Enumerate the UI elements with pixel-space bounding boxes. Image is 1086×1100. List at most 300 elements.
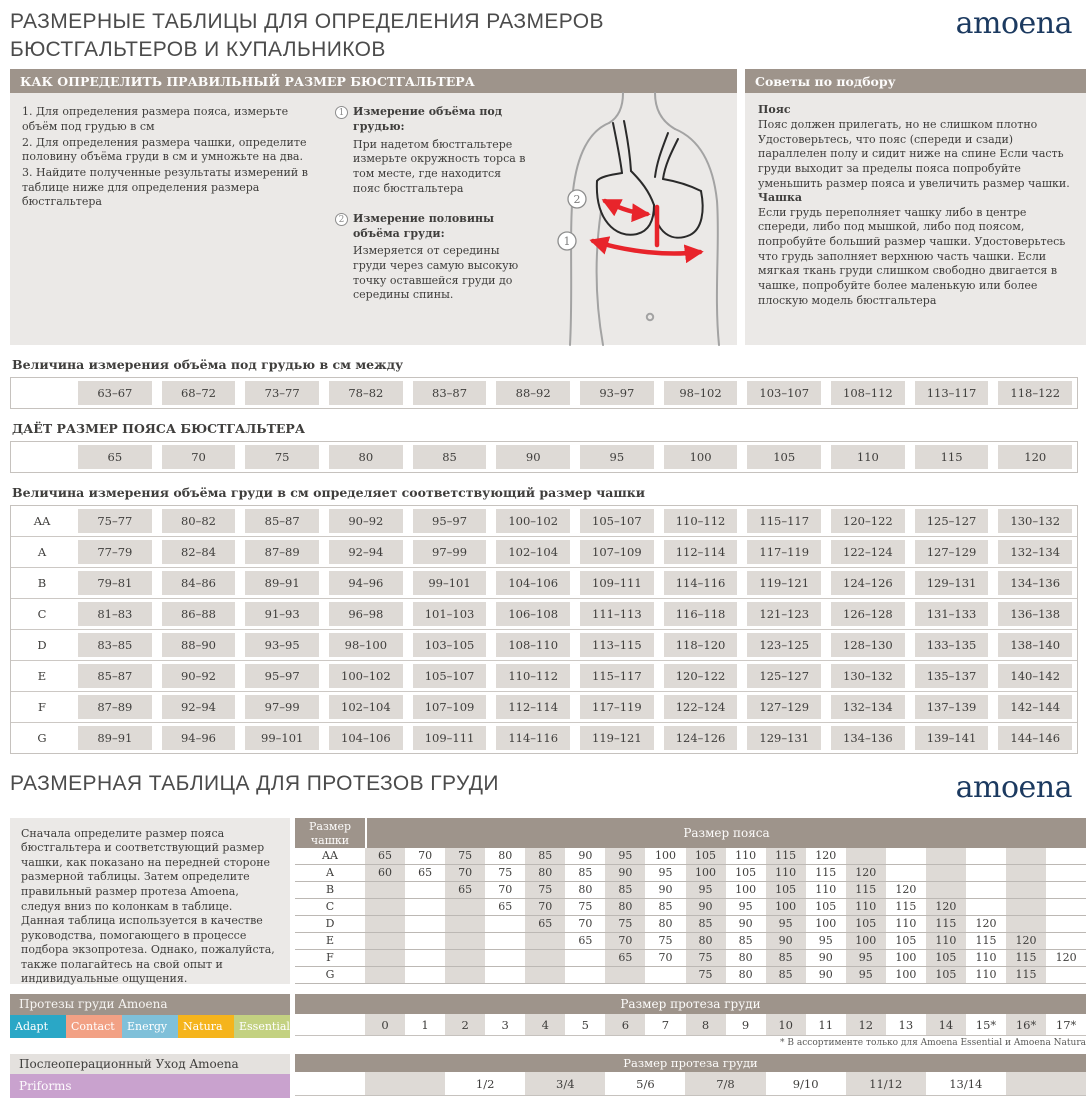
band-value-cell: 85 [525,848,565,864]
underbust-range-cell: 103–107 [747,381,821,405]
prosthesis-table-row [295,950,1086,967]
bust-range-cell: 100–102 [496,509,570,533]
band-size-cell: 110 [831,445,905,469]
band-value-cell: 95 [605,848,645,864]
bust-range-cell: 85–87 [78,664,152,688]
bust-range-cell: 90–92 [329,509,403,533]
measurement-item [335,212,531,303]
band-value-cell [365,967,405,983]
bust-range-cell: 120–122 [831,509,905,533]
band-value-cell [405,933,445,949]
band-value-cell [926,848,966,864]
band-value-cell: 115 [846,882,886,898]
bust-range-cell: 124–126 [664,726,738,750]
underbust-table-label: Величина измерения объёма под грудью в см между [12,357,404,373]
bust-range-cell: 84–86 [162,571,236,595]
bust-range-cell: 125–127 [915,509,989,533]
band-value-cell: 105 [846,916,886,932]
band-value-cell: 100 [686,865,726,881]
band-size-cell: 80 [329,445,403,469]
cup-size-label: D [295,916,365,932]
band-value-cell [1046,882,1086,898]
band-value-cell: 80 [738,967,753,981]
bust-range-cell: 92–94 [162,695,236,719]
band-value-cell: 75 [605,916,645,932]
band-value-cell: 115 [766,848,806,864]
bust-range-cell: 130–132 [998,509,1072,533]
band-value-cell: 110 [735,848,757,862]
cup-size-row [11,506,1077,536]
bust-range-cell: 144–146 [998,726,1072,750]
underbust-range-cell: 98–102 [664,381,738,405]
empty-cell [11,381,73,405]
bust-range-cell: 80–82 [162,509,236,533]
band-value-cell [405,882,445,898]
cup-size-row [11,691,1077,722]
band-value-cell [1046,916,1086,932]
measurement-item [335,105,531,196]
band-value-cell: 115 [895,899,917,913]
prosthesis-size-cell: 5 [581,1017,589,1032]
bust-range-cell: 101–103 [413,602,487,626]
band-value-cell: 80 [658,916,673,930]
assortment-footnote: * В ассортименте только для Amoena Essential и Amoena Natura [780,1037,1086,1048]
band-size-cell: 95 [580,445,654,469]
band-value-cell [926,882,966,898]
bust-range-cell: 125–127 [747,664,821,688]
band-value-cell [445,899,485,915]
band-size-cell: 70 [162,445,236,469]
bust-range-cell: 81–83 [78,602,152,626]
empty-cell [11,445,73,469]
bust-range-cell: 89–91 [78,726,152,750]
underbust-range-cell: 108–112 [831,381,905,405]
bust-range-cell: 132–134 [831,695,905,719]
prosthesis-size-cell: 15* [975,1017,997,1032]
cup-size-label: A [295,865,365,881]
cup-size-label: E [295,933,365,949]
band-value-cell [1046,899,1086,915]
prosthesis-section [10,818,1086,1100]
priforms-size-cell: 7/8 [685,1072,765,1095]
band-value-cell: 80 [686,933,726,949]
band-value-cell [445,967,485,983]
band-value-cell [1006,865,1046,881]
band-value-cell: 70 [658,950,673,964]
svg-text:2: 2 [573,193,581,207]
cup-size-label: F [295,950,365,966]
priforms-size-cell: 9/10 [792,1076,819,1091]
band-value-cell: 115 [1006,967,1046,983]
product-badge: Adapt [10,1015,66,1038]
band-value-cell: 75 [686,950,726,966]
bra-outline [597,121,703,238]
band-value-cell [966,865,1006,881]
prosthesis-size-cell: 7 [661,1017,670,1032]
prosthesis-section-title: РАЗМЕРНАЯ ТАБЛИЦА ДЛЯ ПРОТЕЗОВ ГРУДИ [10,772,499,796]
band-value-cell [365,916,405,932]
bust-range-cell: 91–93 [245,602,319,626]
band-value-cell [645,967,685,983]
measurement-definitions [325,93,537,345]
band-value-cell: 75 [686,967,726,983]
band-value-cell: 100 [654,848,676,862]
tips-cup-text: Если грудь переполняет чашку либо в центре спереди, либо под мышкой, либо под поясом, попробуйте больший размер чашки. Удостоверьтесь что грудь заполняет верхнюю часть чашки. Если мягкая ткань груди слишком свободно двигается в чашке, попробуйте более маленькую или более плоскую модель бюстгальтера [758,205,1066,307]
bust-range-cell: 113–115 [580,633,654,657]
bust-range-cell: 110–112 [496,664,570,688]
bust-range-cell: 104–106 [329,726,403,750]
prosthesis-table-row [295,865,1086,882]
product-badge: Natura [178,1015,234,1038]
bust-range-cell: 119–121 [747,571,821,595]
priforms-size-cell: 11/12 [846,1072,926,1095]
bust-range-cell: 83–85 [78,633,152,657]
bust-range-cell: 129–131 [915,571,989,595]
prosthesis-size-cell: 2 [445,1014,485,1035]
masthead [0,0,1086,63]
prosthesis-table-body [295,848,1086,984]
band-value-cell: 65 [498,899,513,913]
band-value-cell [1046,848,1086,864]
band-value-cell [1046,933,1086,949]
bust-range-cell: 98–100 [329,633,403,657]
cup-size-row [11,722,1077,753]
prosthesis-band-table [295,818,1086,984]
prosthesis-size-cell: 11 [818,1017,834,1032]
band-value-cell: 115 [926,916,966,932]
bust-range-cell: 107–109 [413,695,487,719]
band-value-cell: 75 [525,882,565,898]
band-value-cell: 70 [418,848,433,862]
bust-range-cell: 123–125 [747,633,821,657]
page-title-line2: БЮСТГАЛЬТЕРОВ И КУПАЛЬНИКОВ [10,37,386,61]
band-value-cell: 105 [815,899,837,913]
band-value-cell [886,848,926,864]
bust-range-cell: 135–137 [915,664,989,688]
band-value-cell: 120 [1006,933,1046,949]
bust-range-cell: 128–130 [831,633,905,657]
cup-table-label: Величина измерения объёма груди в см определяет соответствующий размер чашки [12,485,646,501]
bust-range-cell: 139–141 [915,726,989,750]
band-value-cell: 120 [846,865,886,881]
band-value-cell: 75 [658,933,673,947]
band-value-cell: 120 [1055,950,1077,964]
prosthesis-size-cell: 9 [741,1017,750,1032]
prosthesis-size-cell: 8 [686,1014,726,1035]
cup-letter: A [37,545,47,560]
measurement-text: При надетом бюстгальтере измерьте окружность торса в том месте, где находится пояс бюстгальтера [353,137,526,195]
cup-size-row [11,660,1077,691]
band-value-cell: 65 [525,916,565,932]
band-value-cell: 105 [926,967,966,983]
bust-range-cell: 88–90 [162,633,236,657]
band-value-cell: 90 [686,899,726,915]
band-value-cell: 85 [686,916,726,932]
bust-range-cell: 95–97 [245,664,319,688]
band-value-cell: 60 [365,865,405,881]
band-size-cell: 115 [915,445,989,469]
underbust-range-cell: 83–87 [413,381,487,405]
band-size-cell: 100 [664,445,738,469]
band-value-cell [966,882,1006,898]
band-value-cell [365,950,405,966]
underbust-range-cell: 78–82 [329,381,403,405]
product-badge: Essential [234,1015,290,1038]
bust-range-cell: 89–91 [245,571,319,595]
underbust-range-cell: 93–97 [580,381,654,405]
measurement-title: Измерение половины объёма груди: [353,212,495,240]
products-header: Протезы груди Amoena [10,994,290,1015]
bust-range-cell: 114–116 [664,571,738,595]
bust-range-cell: 131–133 [915,602,989,626]
bust-range-cell: 118–120 [664,633,738,657]
band-value-cell: 80 [605,899,645,915]
band-value-cell: 85 [605,882,645,898]
bust-range-cell: 109–111 [580,571,654,595]
cup-letter: E [37,669,47,684]
bust-range-cell: 121–123 [747,602,821,626]
band-value-cell: 70 [578,916,593,930]
priforms-size-cell [365,1072,445,1095]
band-value-cell: 120 [926,899,966,915]
band-size-cell: 85 [413,445,487,469]
band-value-cell [485,916,525,932]
page-title-line1: РАЗМЕРНЫЕ ТАБЛИЦЫ ДЛЯ ОПРЕДЕЛЕНИЯ РАЗМЕРОВ [10,10,604,33]
band-value-cell [405,950,445,966]
band-value-cell: 100 [895,967,917,981]
bust-range-cell: 136–138 [998,602,1072,626]
bust-range-cell: 116–118 [664,602,738,626]
band-value-cell: 90 [738,916,753,930]
band-value-cell [525,933,565,949]
band-value-cell: 95 [818,933,833,947]
prosthesis-size-cell: 10 [766,1014,806,1035]
tips-belt-title: Пояс [758,103,791,117]
bust-range-cell: 124–126 [831,571,905,595]
bust-range-cell: 94–96 [329,571,403,595]
cup-letter: AA [33,514,51,529]
band-value-cell: 105 [926,950,966,966]
bust-range-cell: 95–97 [413,509,487,533]
band-value-cell: 110 [926,933,966,949]
bust-range-cell: 137–139 [915,695,989,719]
band-value-cell: 70 [605,933,645,949]
band-value-cell [445,950,485,966]
bust-range-cell: 130–132 [831,664,905,688]
bust-range-cell: 103–105 [413,633,487,657]
cup-size-label: G [295,967,365,983]
cup-size-row [11,598,1077,629]
band-value-cell: 105 [735,865,757,879]
bust-range-cell: 96–98 [329,602,403,626]
masthead-prosthesis [0,772,1086,804]
band-value-cell: 100 [766,899,806,915]
band-value-cell: 95 [686,882,726,898]
prosthesis-table-row [295,933,1086,950]
bust-range-cell: 117–119 [580,695,654,719]
band-value-cell: 115 [1006,950,1046,966]
band-value-cell [445,916,485,932]
empty-cell [295,1014,365,1035]
priforms-size-cell: 13/14 [949,1076,983,1091]
priforms-size-cell: 5/6 [636,1076,655,1091]
band-table-label: ДАЁТ РАЗМЕР ПОЯСА БЮСТГАЛЬТЕРА [12,421,305,437]
prosthesis-size-cell: 17* [1055,1017,1077,1032]
band-value-cell [565,967,605,983]
band-value-cell [365,933,405,949]
cup-size-table [10,505,1078,754]
bust-range-cell: 82–84 [162,540,236,564]
band-value-cell: 85 [766,967,806,983]
amoena-logo: amoena [955,770,1072,806]
band-value-cell: 90 [818,967,833,981]
band-value-cell [1046,967,1086,983]
band-value-cell: 70 [525,899,565,915]
prosthesis-size-cell: 14 [926,1014,966,1035]
bust-range-cell: 105–107 [580,509,654,533]
product-badges [10,1015,290,1038]
bust-range-cell: 129–131 [747,726,821,750]
measurement-title: Измерение объёма под грудью: [353,105,503,134]
band-value-cell: 90 [658,882,673,896]
band-value-cell: 85 [738,933,753,947]
bust-range-cell: 132–134 [998,540,1072,564]
cup-letter: B [37,576,47,591]
prosthesis-intro: Сначала определите размер пояса бюстгальтера и соответствующий размер чашки, как показано на передней стороне размерной таблицы. Затем определите правильный размер протеза Amoena, следуя вниз по колонкам в таблице. Данная таблица используется в качестве руководства, помогающего в процессе подбора экзопротеза. Однако, пожалуйста, также полагайтесь на свой опыт и индивидуальные ощущения. [10,818,290,984]
bust-range-cell: 122–124 [664,695,738,719]
bust-range-cell: 119–121 [580,726,654,750]
priforms-size-header: Размер протеза груди [295,1054,1086,1072]
band-value-cell: 110 [846,899,886,915]
measurement-arrows [593,201,700,254]
band-size-row [10,441,1078,473]
bust-range-cell: 97–99 [245,695,319,719]
prosthesis-size-row [295,1014,1086,1036]
band-value-cell: 95 [766,916,806,932]
underbust-range-row [10,377,1078,409]
band-value-cell: 80 [578,882,593,896]
cup-size-label: C [295,899,365,915]
bust-range-cell: 112–114 [664,540,738,564]
underbust-range-cell: 88–92 [496,381,570,405]
circled-number: 1 [335,106,348,119]
bust-range-cell: 110–112 [664,509,738,533]
band-value-cell [525,967,565,983]
band-value-cell: 90 [766,933,806,949]
band-value-cell [966,848,1006,864]
band-value-cell: 75 [445,848,485,864]
band-value-cell: 65 [365,848,405,864]
band-value-cell [926,865,966,881]
band-value-cell: 80 [738,950,753,964]
priforms-size-row [295,1072,1086,1096]
measurement-text: Измеряется от середины груди через самую высокую точку оставшейся груди до середины спины. [353,244,519,302]
band-value-cell: 80 [525,865,565,881]
prosthesis-size-header: Размер протеза груди [295,994,1086,1014]
page-title [10,8,604,63]
prosthesis-table-head [295,818,1086,848]
cup-letter: G [37,731,47,746]
band-value-cell: 95 [846,950,886,966]
band-value-cell [405,899,445,915]
how-to-steps [10,93,325,345]
bust-range-cell: 94–96 [162,726,236,750]
bust-range-cell: 127–129 [747,695,821,719]
band-value-cell: 65 [418,865,433,879]
tips-header: Советы по подбору [745,69,1086,93]
band-value-cell [485,950,525,966]
band-value-cell: 110 [815,882,837,896]
band-value-cell: 110 [975,950,997,964]
figure-number-1 [558,232,576,250]
band-value-cell [405,916,445,932]
underbust-range-cell: 118–122 [998,381,1072,405]
bust-range-cell: 112–114 [496,695,570,719]
band-value-cell [1006,916,1046,932]
cup-size-label: B [295,882,365,898]
prosthesis-size-cell: 16* [1006,1014,1046,1035]
amoena-logo: amoena [955,6,1072,41]
aftercare-header: Послеоперационный Уход Amoena [10,1054,290,1074]
underbust-range-cell: 113–117 [915,381,989,405]
band-value-cell: 110 [975,967,997,981]
bust-range-cell: 87–89 [245,540,319,564]
band-value-cell [445,933,485,949]
svg-text:1: 1 [563,235,571,249]
cup-letter: C [37,607,47,622]
bust-range-cell: 104–106 [496,571,570,595]
bust-range-cell: 93–95 [245,633,319,657]
underbust-range-cell: 73–77 [245,381,319,405]
cup-column-header: Размер чашки [295,818,365,848]
priforms-size-cell [1006,1072,1086,1095]
circled-number: 2 [335,213,348,226]
bust-range-cell: 92–94 [329,540,403,564]
band-value-cell [405,967,445,983]
band-value-cell [605,967,645,983]
band-value-cell: 85 [658,899,673,913]
product-badge: Energy [122,1015,178,1038]
prosthesis-table-row [295,882,1086,899]
bust-range-cell: 85–87 [245,509,319,533]
bust-range-cell: 114–116 [496,726,570,750]
prosthesis-size-cell: 1 [421,1017,429,1032]
band-value-cell: 90 [605,865,645,881]
how-to-panel [10,93,737,345]
band-size-cell: 90 [496,445,570,469]
cup-letter: D [37,638,47,653]
bust-range-cell: 109–111 [413,726,487,750]
prosthesis-size-cell: 0 [365,1014,405,1035]
band-value-cell: 100 [735,882,757,896]
bust-range-cell: 105–107 [413,664,487,688]
bust-range-cell: 106–108 [496,602,570,626]
band-value-cell [1046,865,1086,881]
empty-cell [295,1072,365,1095]
tips-belt-text: Пояс должен прилегать, но не слишком плотно Удостоверьтесь, что пояс (спереди и сзади) параллелен полу и сидит ниже на спине Если часть груди выходит за пределы пояса попробуйте уменьшить размер пояса и увеличить размер чашки. [758,118,1070,190]
bust-range-cell: 86–88 [162,602,236,626]
band-value-cell: 75 [578,899,593,913]
bust-range-cell: 126–128 [831,602,905,626]
tips-cup-title: Чашка [758,191,803,205]
band-value-cell: 100 [815,916,837,930]
band-value-cell: 100 [846,933,886,949]
band-value-cell: 90 [818,950,833,964]
band-value-cell: 110 [895,916,917,930]
priforms-badge: Priforms [10,1074,290,1098]
prosthesis-size-cell: 6 [605,1014,645,1035]
bust-range-cell: 120–122 [664,664,738,688]
